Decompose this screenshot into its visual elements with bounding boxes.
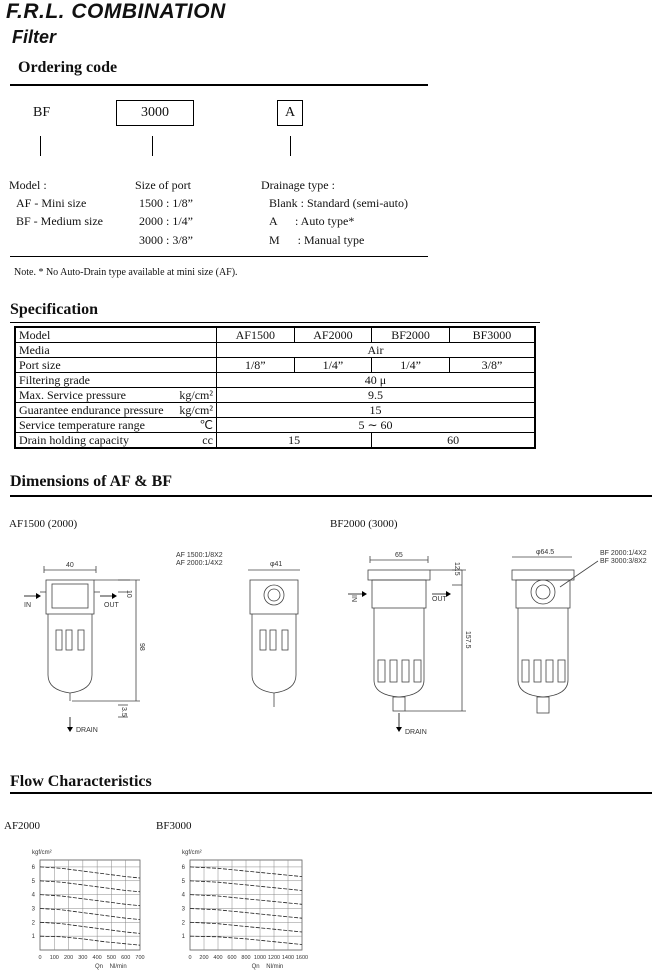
bf-in-label: IN (350, 595, 357, 602)
spec-row-label: Model (15, 327, 216, 343)
bf-side-view (512, 549, 647, 713)
af-dia-dim: φ41 (270, 561, 283, 568)
table-row (15, 327, 535, 343)
port-item: 3000 : 3/8” (139, 233, 193, 247)
af-drawing-label: AF1500 (2000) (9, 518, 78, 530)
y-tick-label: 4 (181, 892, 185, 899)
table-row (15, 418, 535, 433)
x-tick-label: 100 (49, 955, 59, 961)
flow-chart-label-af: AF2000 (4, 820, 41, 832)
x-tick-label: 800 (241, 955, 251, 961)
drain-item: M : Manual type (269, 233, 365, 247)
table-row (15, 388, 535, 403)
spec-value: 1/8” (216, 358, 294, 373)
af-port-note: AF 2000:1/4X2 (176, 560, 223, 567)
model-item: AF - Mini size (16, 196, 87, 210)
spec-row-label: Media (15, 343, 216, 358)
bf-port-note: BF 3000:3/8X2 (600, 558, 647, 565)
table-row (15, 403, 535, 418)
spec-value: 1/4” (372, 358, 450, 373)
y-tick-label: 2 (31, 920, 35, 927)
table-row (15, 343, 535, 358)
drain-title: Drainage type : (261, 178, 335, 192)
model-title: Model : (9, 178, 47, 192)
y-tick-label: 5 (31, 878, 35, 885)
bf-height-dim: 157.5 (464, 631, 471, 649)
spec-row-label: Port size (15, 358, 216, 373)
bf-dia-dim: φ64.5 (536, 549, 555, 556)
y-tick-label: 6 (181, 864, 185, 871)
spec-row-label: Filtering grade (15, 373, 216, 388)
bf-drain-label: DRAIN (405, 729, 427, 736)
series-line (40, 936, 140, 945)
x-axis-label: Qn Nl/min (95, 964, 127, 970)
page-subtitle: Filter (12, 27, 57, 47)
x-tick-label: 500 (106, 955, 117, 961)
bf-top-dim: 12.5 (453, 562, 460, 576)
table-row (15, 358, 535, 373)
x-tick-label: 700 (135, 955, 145, 961)
spec-model: BF2000 (372, 327, 450, 343)
x-tick-label: 600 (121, 955, 131, 961)
spec-heading: Specification (10, 301, 98, 318)
page-title: F.R.L. COMBINATION (6, 0, 226, 23)
bf-width-dim: 65 (395, 552, 403, 559)
x-tick-label: 400 (213, 955, 223, 961)
spec-value: 60 (372, 433, 535, 449)
series-line (40, 895, 140, 906)
dimension-drawings (0, 535, 658, 750)
y-tick-label: 3 (181, 906, 185, 913)
spec-unit: kg/cm² (179, 403, 213, 417)
ordering-note: Note. * No Auto-Drain type available at mini size (AF). (14, 267, 238, 278)
af-height-dim: 98 (138, 643, 145, 651)
spec-unit: kg/cm² (179, 388, 213, 402)
x-tick-label: 0 (38, 955, 42, 961)
y-tick-label: 1 (181, 934, 185, 941)
y-tick-label: 2 (181, 920, 185, 927)
spec-table (14, 326, 536, 449)
x-tick-label: 1200 (267, 955, 281, 961)
bf-out-label: OUT (432, 596, 447, 603)
spec-value: 9.5 (216, 388, 535, 403)
code-line-3 (290, 136, 291, 156)
y-axis-label: kgf/cm² (182, 850, 202, 856)
spec-label-text: Drain holding capacity (19, 433, 129, 447)
spec-model: AF1500 (216, 327, 294, 343)
spec-value: 3/8” (449, 358, 535, 373)
af-top-dim: 10 (125, 590, 132, 598)
ordering-rule-bottom (10, 256, 428, 257)
y-tick-label: 5 (181, 878, 185, 885)
in-label: IN (24, 602, 31, 609)
x-tick-label: 1400 (281, 955, 295, 961)
dimensions-heading: Dimensions of AF & BF (10, 473, 173, 490)
flow-rule (10, 792, 652, 794)
x-axis-label: Qn Nl/min (251, 964, 284, 970)
x-tick-label: 600 (227, 955, 237, 961)
code-size-box: 3000 (116, 100, 194, 126)
flow-chart-af2000 (0, 842, 160, 978)
code-suffix-box: A (277, 100, 303, 126)
bf-port-note: BF 2000:1/4X2 (600, 550, 647, 557)
y-axis-label: kgf/cm² (32, 850, 52, 856)
spec-model: BF3000 (449, 327, 535, 343)
spec-row-label (15, 388, 216, 403)
code-line-1 (40, 136, 41, 156)
spec-label-text: Max. Service pressure (19, 388, 126, 402)
out-label: OUT (104, 602, 119, 609)
series-line (40, 867, 140, 878)
flow-heading: Flow Characteristics (10, 773, 152, 790)
y-tick-label: 4 (31, 892, 35, 899)
x-tick-label: 400 (92, 955, 102, 961)
spec-value: Air (216, 343, 535, 358)
port-item: 2000 : 1/4” (139, 214, 193, 228)
spec-value: 40 μ (216, 373, 535, 388)
spec-row-label (15, 403, 216, 418)
x-tick-label: 1000 (253, 955, 267, 961)
chart-frame (40, 860, 140, 950)
af-port-note: AF 1500:1/8X2 (176, 552, 223, 559)
spec-row-label (15, 433, 216, 449)
x-tick-label: 300 (78, 955, 88, 961)
spec-model: AF2000 (294, 327, 372, 343)
drain-item: Blank : Standard (semi-auto) (269, 196, 408, 210)
series-line (40, 881, 140, 892)
bf-drawing-label: BF2000 (3000) (330, 518, 398, 530)
af-bottom-dim: 3.5 (120, 707, 127, 717)
flow-chart-bf3000 (150, 842, 320, 978)
spec-unit: cc (202, 433, 213, 447)
drain-item: A : Auto type* (269, 214, 355, 228)
model-item: BF - Medium size (16, 214, 103, 228)
x-tick-label: 1600 (295, 955, 309, 961)
spec-rule (10, 322, 540, 323)
series-line (40, 922, 140, 933)
series-line (40, 909, 140, 920)
y-tick-label: 3 (31, 906, 35, 913)
port-item: 1500 : 1/8” (139, 196, 193, 210)
spec-value: 1/4” (294, 358, 372, 373)
spec-label-text: Service temperature range (19, 418, 145, 432)
dimensions-rule (10, 495, 652, 497)
af-side-view (176, 552, 300, 707)
spec-unit: ℃ (199, 418, 213, 432)
spec-value: 15 (216, 403, 535, 418)
flow-chart-label-bf: BF3000 (156, 820, 192, 832)
spec-row-label (15, 418, 216, 433)
port-title: Size of port (135, 178, 191, 192)
table-row (15, 373, 535, 388)
af-front-view (24, 562, 145, 734)
spec-label-text: Guarantee endurance pressure (19, 403, 164, 417)
x-tick-label: 0 (188, 955, 192, 961)
y-tick-label: 1 (31, 934, 35, 941)
x-tick-label: 200 (63, 955, 74, 961)
spec-value: 15 (216, 433, 371, 449)
ordering-rule (10, 84, 428, 86)
code-line-2 (152, 136, 153, 156)
x-tick-label: 200 (199, 955, 209, 961)
y-tick-label: 6 (31, 864, 35, 871)
code-prefix: BF (33, 105, 51, 120)
spec-value: 5 ∼ 60 (216, 418, 535, 433)
bf-front-view (348, 552, 471, 736)
ordering-heading: Ordering code (18, 59, 118, 76)
table-row (15, 433, 535, 449)
af-width-dim: 40 (66, 562, 74, 569)
drain-label: DRAIN (76, 727, 98, 734)
